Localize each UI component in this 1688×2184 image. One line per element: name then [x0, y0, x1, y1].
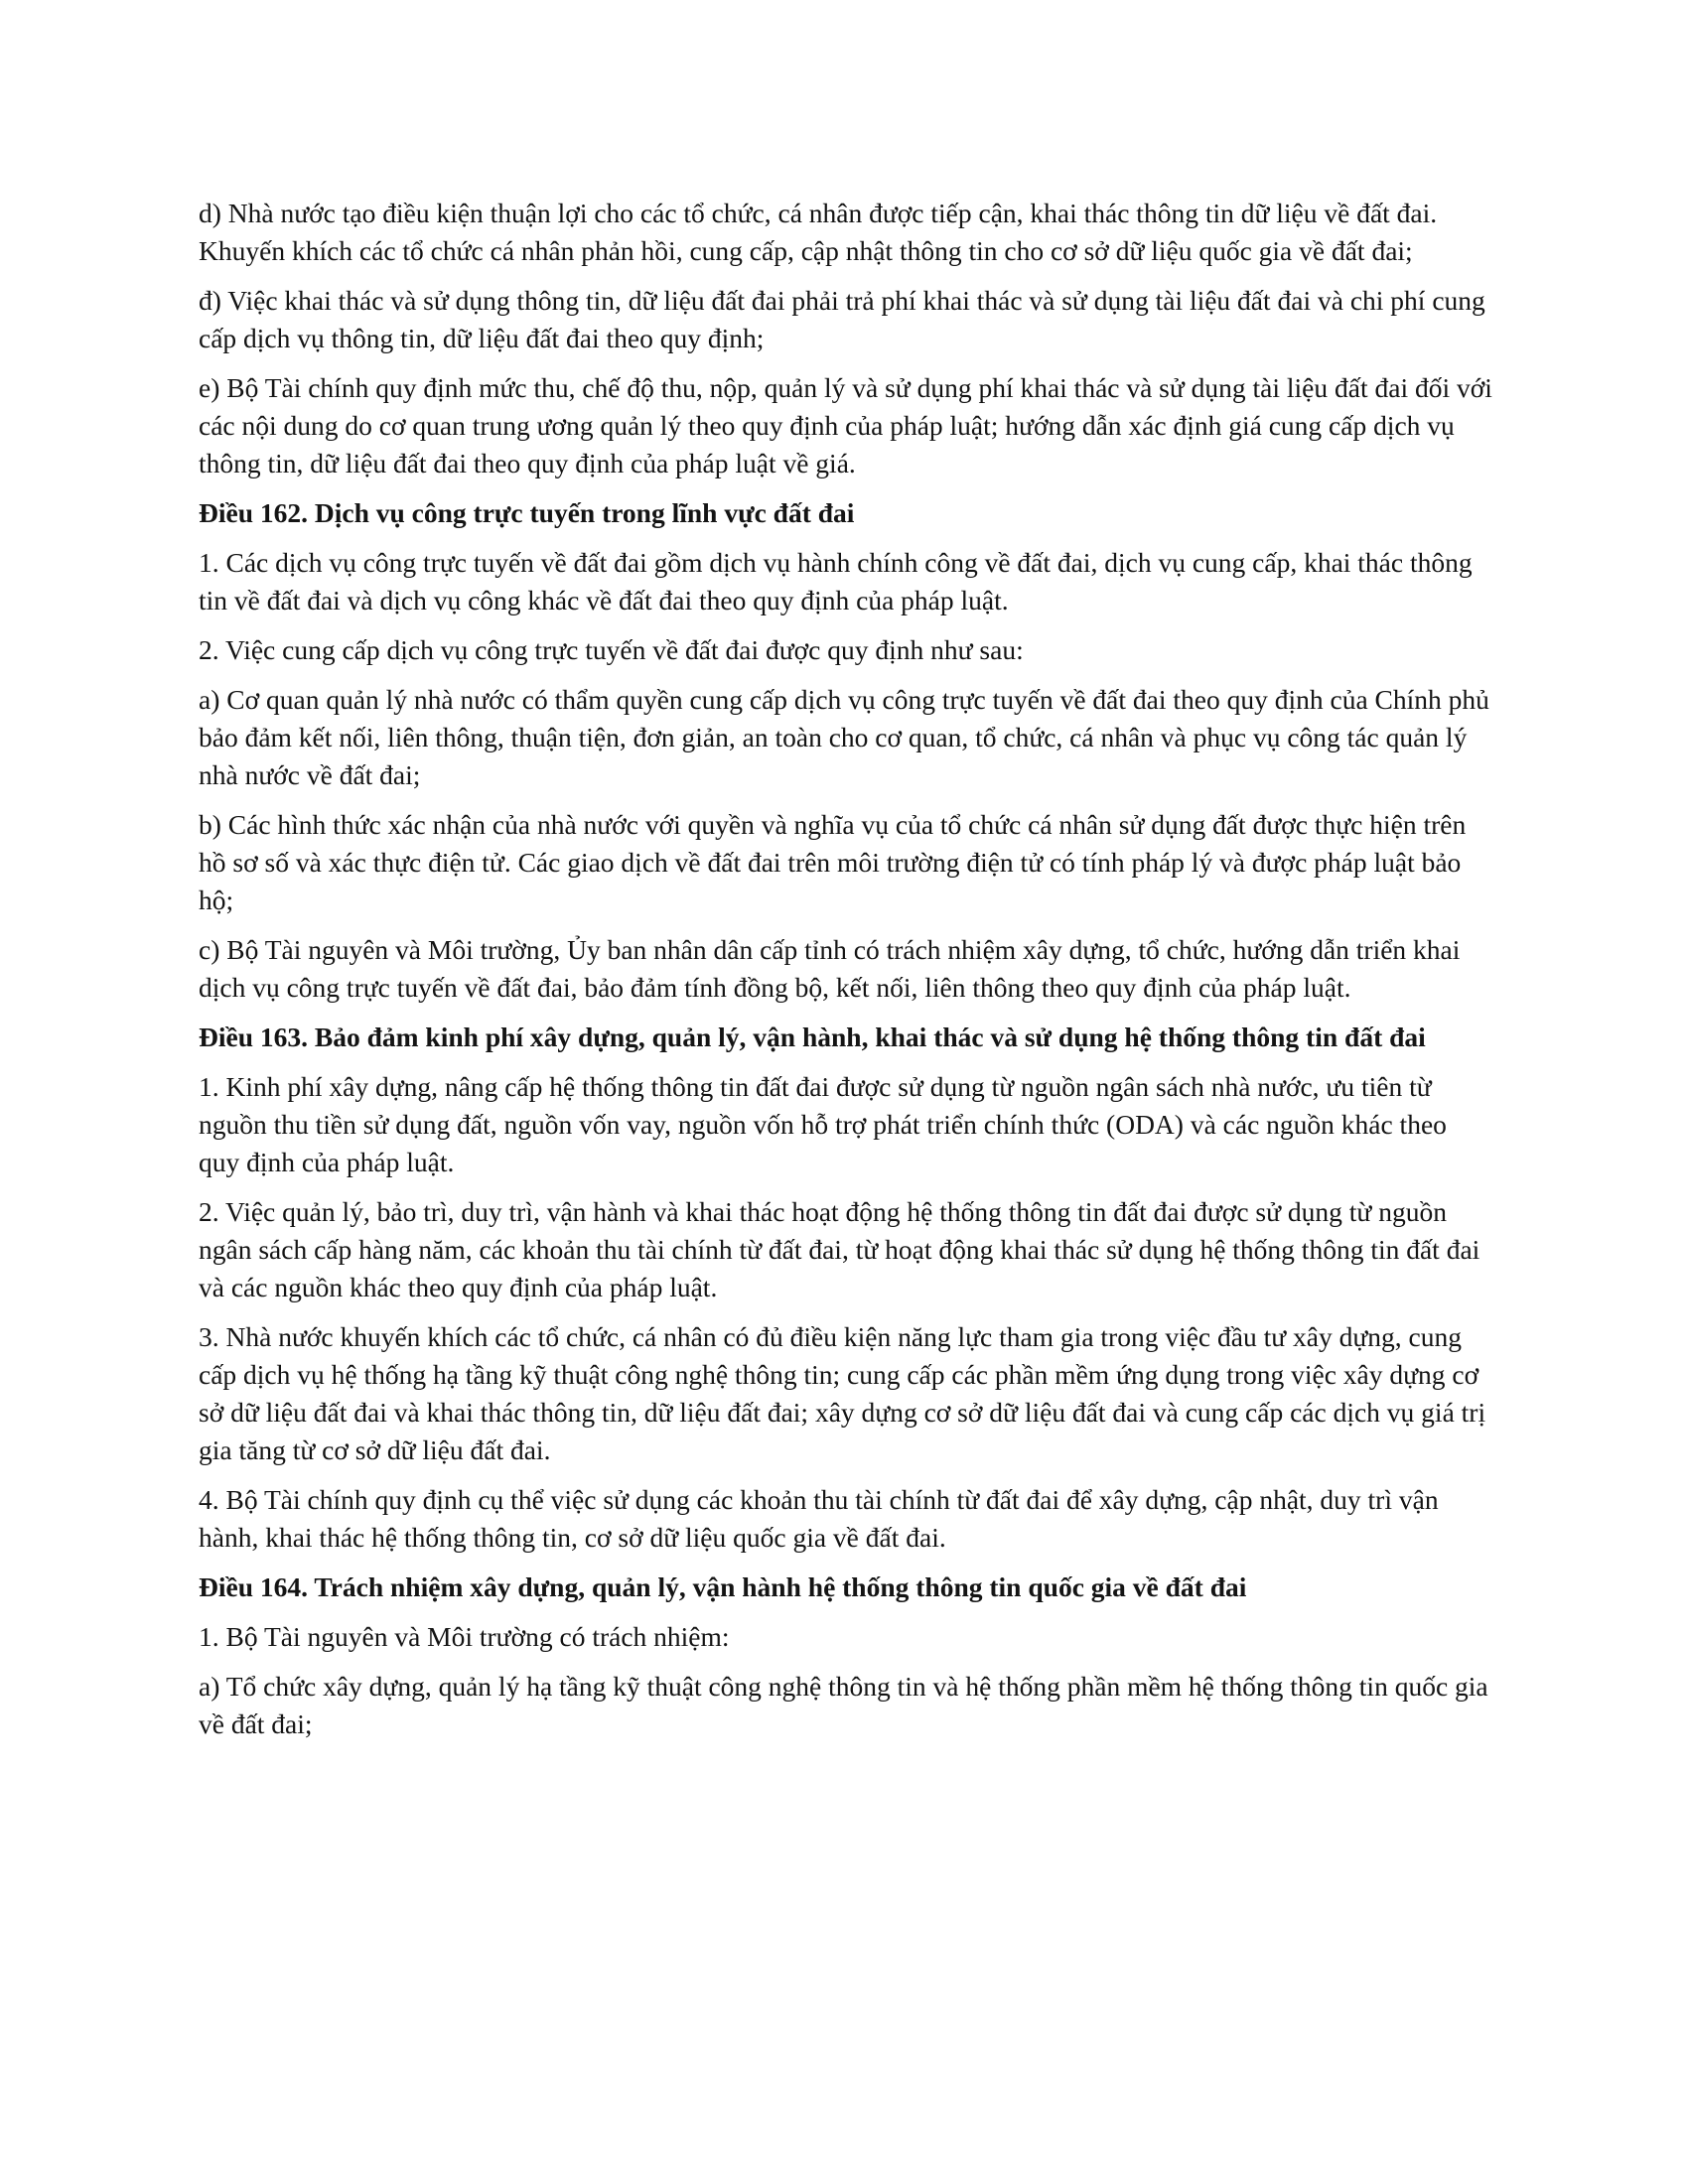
article-163-item-1: 1. Kinh phí xây dựng, nâng cấp hệ thống thông tin đất đai được sử dụng từ nguồn ngân sách nhà nước, ưu tiên từ nguồn thu tiền sử dụng đất, nguồn vốn vay, nguồn vốn hỗ trợ phát triển chính thức (ODA) và các nguồn khác theo quy định của pháp luật.	[199, 1071, 1447, 1177]
article-162-item-2a: a) Cơ quan quản lý nhà nước có thẩm quyền cung cấp dịch vụ công trực tuyến về đất đai theo quy định của Chính phủ bảo đảm kết nối, liên thông, thuận tiện, đơn giản, an toàn cho cơ quan, tổ chức, cá nhân và phục vụ công tác quản lý nhà nước về đất đai;	[199, 684, 1489, 790]
article-164-heading: Điều 164. Trách nhiệm xây dựng, quản lý, vận hành hệ thống thông tin quốc gia về đất đai	[199, 1571, 1247, 1602]
article-163-item-3: 3. Nhà nước khuyến khích các tổ chức, cá nhân có đủ điều kiện năng lực tham gia trong việc đầu tư xây dựng, cung cấp dịch vụ hệ thống hạ tầng kỹ thuật công nghệ thông tin; cung cấp các phần mềm ứng dụng trong việc xây dựng cơ sở dữ liệu đất đai và khai thác thông tin, dữ liệu đất đai; xây dựng cơ sở dữ liệu đất đai và cung cấp các dịch vụ giá trị gia tăng từ cơ sở dữ liệu đất đai.	[199, 1321, 1486, 1465]
article-162-heading: Điều 162. Dịch vụ công trực tuyến trong lĩnh vực đất đai	[199, 497, 855, 528]
article-164-item-1a: a) Tổ chức xây dựng, quản lý hạ tầng kỹ thuật công nghệ thông tin và hệ thống phần mềm hệ thống thông tin quốc gia về đất đai;	[199, 1671, 1488, 1739]
clause-dd-data-usage-fees: đ) Việc khai thác và sử dụng thông tin, dữ liệu đất đai phải trả phí khai thác và sử dụng tài liệu đất đai và chi phí cung cấp dịch vụ thông tin, dữ liệu đất đai theo quy định;	[199, 285, 1485, 353]
document-page	[199, 195, 1494, 1755]
clause-d-access-to-land-data: d) Nhà nước tạo điều kiện thuận lợi cho các tổ chức, cá nhân được tiếp cận, khai thác thông tin dữ liệu về đất đai. Khuyến khích các tổ chức cá nhân phản hồi, cung cấp, cập nhật thông tin cho cơ sở dữ liệu quốc gia về đất đai;	[199, 198, 1438, 266]
article-162-item-2c: c) Bộ Tài nguyên và Môi trường, Ủy ban nhân dân cấp tỉnh có trách nhiệm xây dựng, tổ chức, hướng dẫn triển khai dịch vụ công trực tuyến về đất đai, bảo đảm tính đồng bộ, kết nối, liên thông theo quy định của pháp luật.	[199, 934, 1461, 1003]
article-162-item-2b: b) Các hình thức xác nhận của nhà nước với quyền và nghĩa vụ của tổ chức cá nhân sử dụng đất được thực hiện trên hồ sơ số và xác thực điện tử. Các giao dịch về đất đai trên môi trường điện tử có tính pháp lý và được pháp luật bảo hộ;	[199, 809, 1467, 915]
clause-e-ministry-of-finance-fees: e) Bộ Tài chính quy định mức thu, chế độ thu, nộp, quản lý và sử dụng phí khai thác và sử dụng tài liệu đất đai đối với các nội dung do cơ quan trung ương quản lý theo quy định của pháp luật; hướng dẫn xác định giá cung cấp dịch vụ thông tin, dữ liệu đất đai theo quy định của pháp luật về giá.	[199, 372, 1492, 478]
article-162-item-2: 2. Việc cung cấp dịch vụ công trực tuyến về đất đai được quy định như sau:	[199, 634, 1024, 665]
article-163-item-2: 2. Việc quản lý, bảo trì, duy trì, vận hành và khai thác hoạt động hệ thống thông tin đất đai được sử dụng từ nguồn ngân sách cấp hàng năm, các khoản thu tài chính từ đất đai, từ hoạt động khai thác sử dụng hệ thống thông tin đất đai và các nguồn khác theo quy định của pháp luật.	[199, 1196, 1480, 1302]
article-163-item-4: 4. Bộ Tài chính quy định cụ thể việc sử dụng các khoản thu tài chính từ đất đai để xây dựng, cập nhật, duy trì vận hành, khai thác hệ thống thông tin, cơ sở dữ liệu quốc gia về đất đai.	[199, 1484, 1439, 1553]
article-164-item-1: 1. Bộ Tài nguyên và Môi trường có trách nhiệm:	[199, 1621, 730, 1652]
article-163-heading: Điều 163. Bảo đảm kinh phí xây dựng, quản lý, vận hành, khai thác và sử dụng hệ thống thông tin đất đai	[199, 1022, 1426, 1052]
article-162-item-1: 1. Các dịch vụ công trực tuyến về đất đai gồm dịch vụ hành chính công về đất đai, dịch vụ cung cấp, khai thác thông tin về đất đai và dịch vụ công khác về đất đai theo quy định của pháp luật.	[199, 547, 1473, 615]
